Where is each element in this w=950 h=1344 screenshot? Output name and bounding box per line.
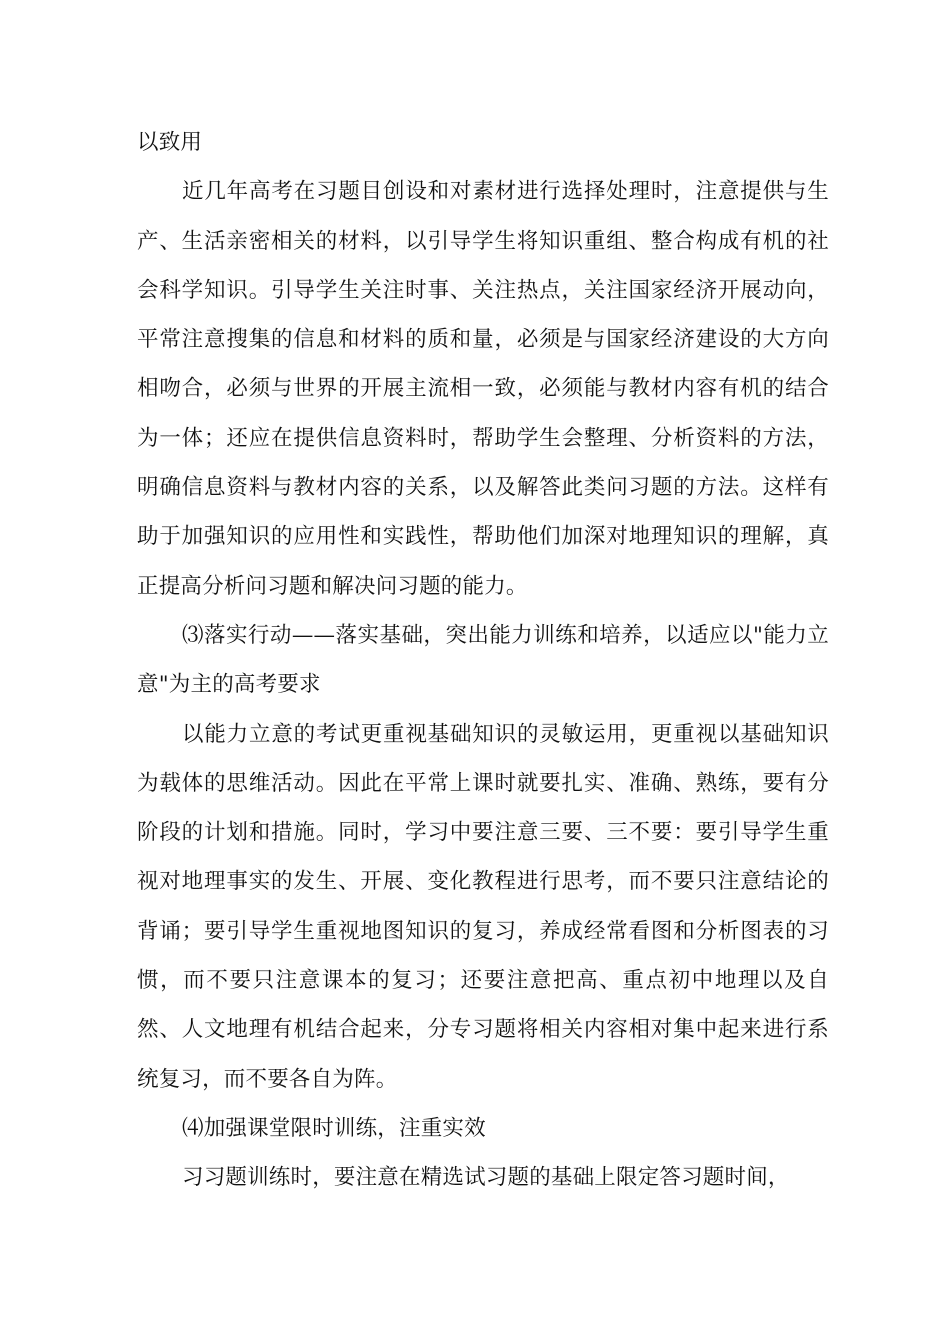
section-heading-3: ⑶落实行动——落实基础，突出能力训练和培养，以适应以"能力立意"为主的高考要求 <box>137 622 829 698</box>
section-heading-4: ⑷加强课堂限时训练，注重实效 <box>182 1115 486 1141</box>
paragraph-training: 习习题训练时，要注意在精选试习题的基础上限定答习题时间， <box>182 1165 790 1191</box>
paragraph-ability: 以能力立意的考试更重视基础知识的灵敏运用，更重视以基础知识为载体的思维活动。因此在平常上课时就要扎实、准确、熟练，要有分阶段的计划和措施。同时，学习中要注意三要、三不要：要引导学生重视对地理事实的发生、开展、变化教程进行思考，而不要只注意结论的背诵；要引导学生重视地图知识的复习，养成经常看图和分析图表的习惯，而不要只注意课本的复习；还要注意把高、重点初中地理以及自然、人文地理有机结合起来，分专习题将相关内容相对集中起来进行系统复习，而不要各自为阵。 <box>137 721 829 1092</box>
paragraph-materials: 近几年高考在习题目创设和对素材进行选择处理时，注意提供与生产、生活亲密相关的材料，以引导学生将知识重组、整合构成有机的社会科学知识。引导学生关注时事、关注热点，关注国家经济开展动向，平常注意搜集的信息和材料的质和量，必须是与国家经济建设的大方向相吻合，必须与世界的开展主流相一致，必须能与教材内容有机的结合为一体；还应在提供信息资料时，帮助学生会整理、分析资料的方法，明确信息资料与教材内容的关系，以及解答此类问习题的方法。这样有助于加强知识的应用性和实践性，帮助他们加深对地理知识的理解，真正提高分析问习题和解决问习题的能力。 <box>137 179 829 599</box>
paragraph-continuation: 以致用 <box>137 130 203 155</box>
document-body <box>137 118 829 1203</box>
